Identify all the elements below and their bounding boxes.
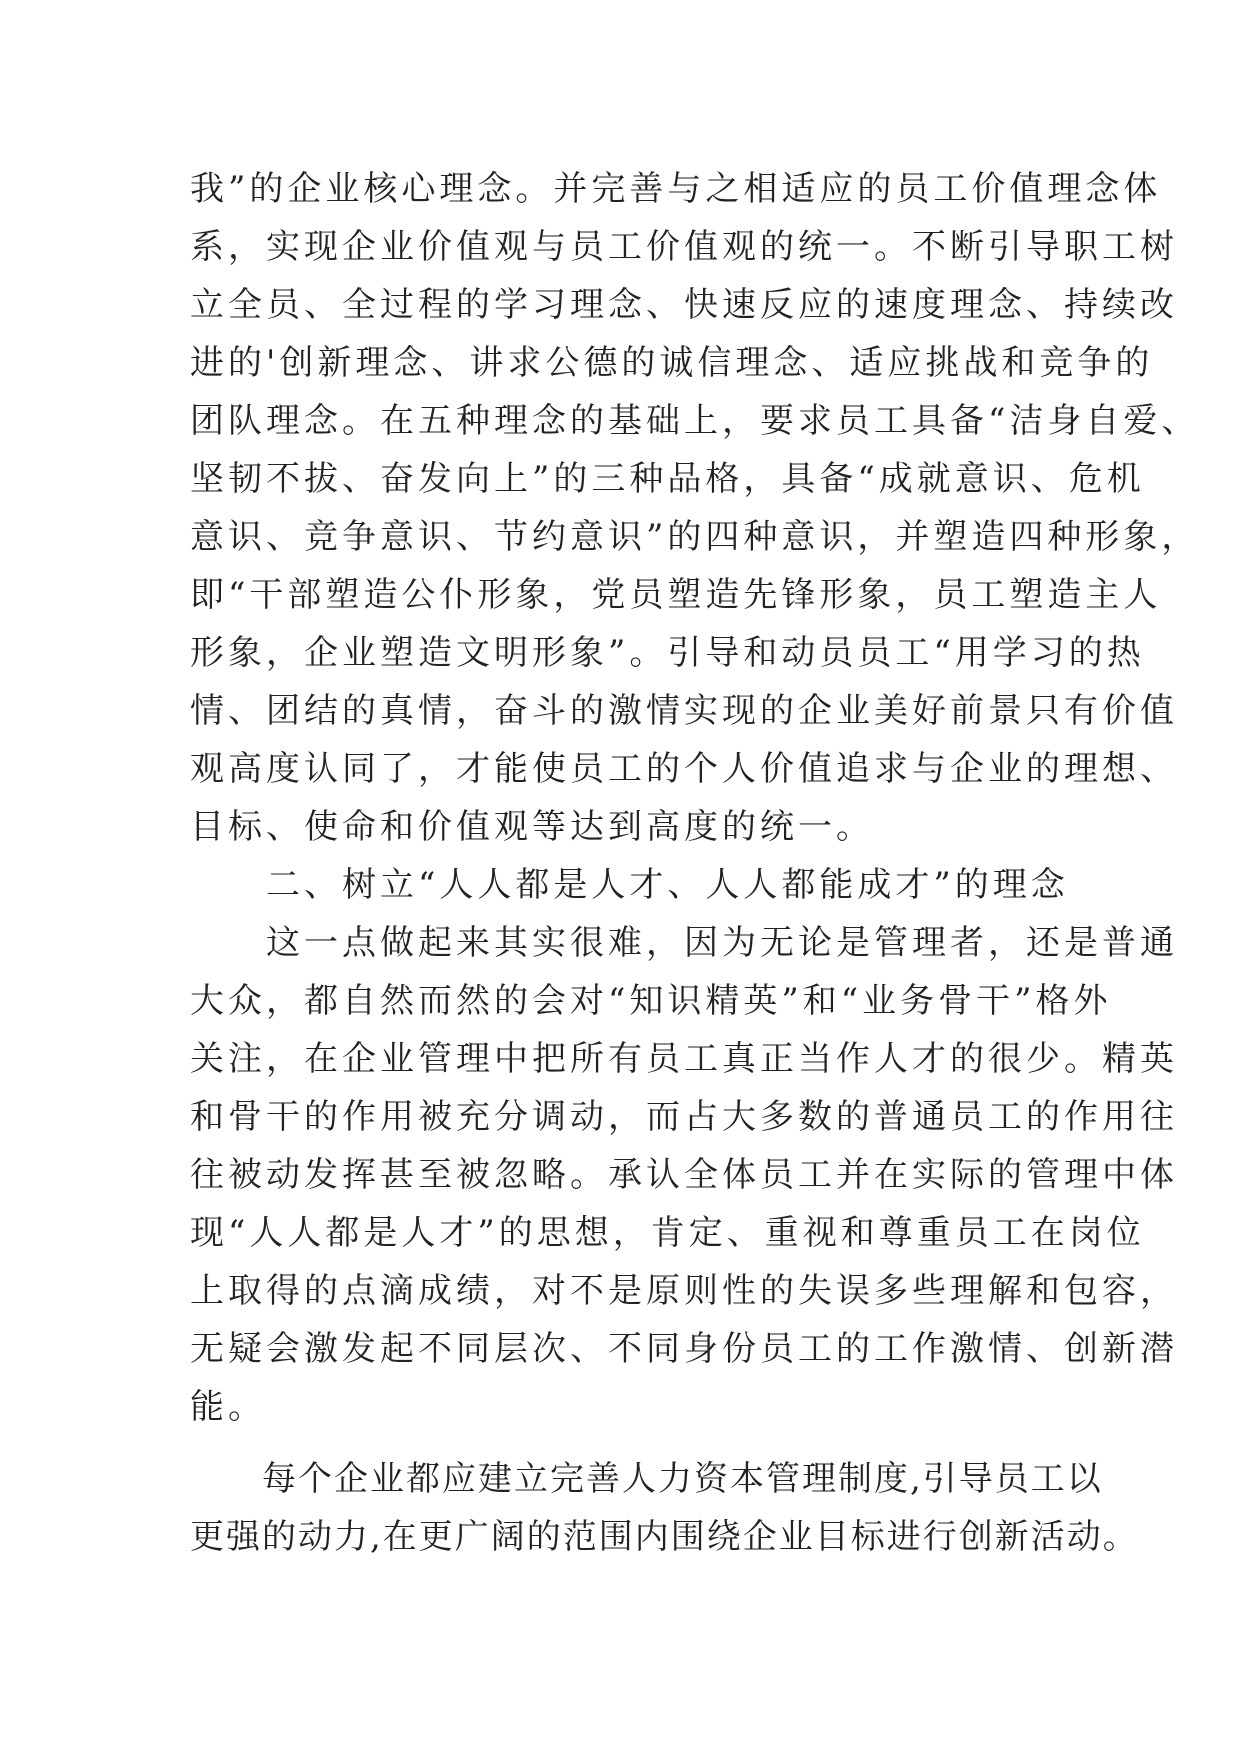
text-line: 坚韧不拔、奋发向上”的三种品格，具备“成就意识、危机 bbox=[190, 459, 1145, 499]
text-line: 无疑会激发起不同层次、不同身份员工的工作激情、创新潜 bbox=[190, 1329, 1178, 1369]
text-line: 和骨干的作用被充分调动，而占大多数的普通员工的作用往 bbox=[190, 1097, 1178, 1137]
document-body bbox=[190, 160, 1200, 1566]
text-line: 即“干部塑造公仆形象，党员塑造先锋形象，员工塑造主人 bbox=[190, 575, 1162, 615]
text-line: 上取得的点滴成绩，对不是原则性的失误多些理解和包容， bbox=[190, 1271, 1178, 1311]
text-line: 立全员、全过程的学习理念、快速反应的速度理念、持续改 bbox=[190, 285, 1178, 325]
text-line: 更强的动力,在更广阔的范围内围绕企业目标进行创新活动。 bbox=[190, 1517, 1139, 1557]
text-line: 每个企业都应建立完善人力资本管理制度,引导员工以 bbox=[190, 1459, 1103, 1499]
text-line: 系，实现企业价值观与员工价值观的统一。不断引导职工树 bbox=[190, 227, 1178, 267]
text-line: 能。 bbox=[190, 1387, 266, 1427]
text-line: 往被动发挥甚至被忽略。承认全体员工并在实际的管理中体 bbox=[190, 1155, 1178, 1195]
paragraph-gap bbox=[190, 1436, 1060, 1450]
text-line: 意识、竞争意识、节约意识”的四种意识，并塑造四种形象， bbox=[190, 517, 1200, 557]
text-line: 形象，企业塑造文明形象”。引导和动员员工“用学习的热 bbox=[190, 633, 1145, 673]
text-line: 这一点做起来其实很难，因为无论是管理者，还是普通 bbox=[190, 923, 1178, 963]
section-heading: 二、树立“人人都是人才、人人都能成才”的理念 bbox=[190, 865, 1069, 905]
text-line: 目标、使命和价值观等达到高度的统一。 bbox=[190, 807, 874, 847]
text-line: 观高度认同了，才能使员工的个人价值追求与企业的理想、 bbox=[190, 749, 1178, 789]
text-line: 大众，都自然而然的会对“知识精英”和“业务骨干”格外 bbox=[190, 981, 1112, 1021]
text-line: 情、团结的真情，奋斗的激情实现的企业美好前景只有价值 bbox=[190, 691, 1178, 731]
text-line: 我”的企业核心理念。并完善与之相适应的员工价值理念体 bbox=[190, 169, 1162, 209]
text-line: 团队理念。在五种理念的基础上，要求员工具备“洁身自爱、 bbox=[190, 401, 1200, 441]
text-line: 关注，在企业管理中把所有员工真正当作人才的很少。精英 bbox=[190, 1039, 1178, 1079]
text-line: 现“人人都是人才”的思想，肯定、重视和尊重员工在岗位 bbox=[190, 1213, 1145, 1253]
text-line: 进的'创新理念、讲求公德的诚信理念、适应挑战和竞争的 bbox=[190, 343, 1154, 383]
